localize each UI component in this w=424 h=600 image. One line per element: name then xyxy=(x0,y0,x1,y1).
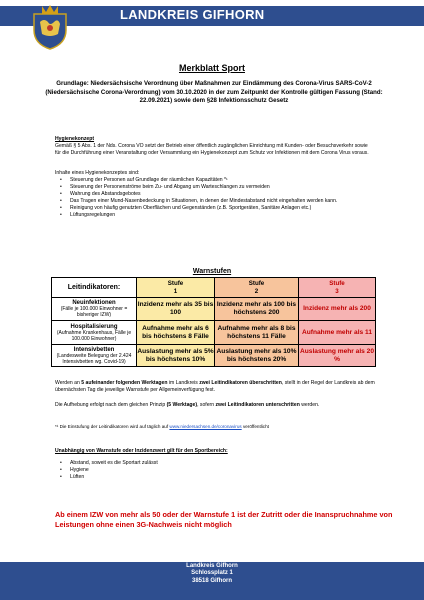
footnote xyxy=(55,423,375,430)
row-subtitle: (Fälle je 100.000 Einwohner = bisheriger IZW) xyxy=(60,306,128,318)
text-bold: zwei Leitindikatoren überschritten xyxy=(199,380,282,386)
unabhaengig-list xyxy=(55,460,375,481)
text-span: , sofern xyxy=(197,402,216,408)
leitindikatoren-header: Leitindikatoren: xyxy=(52,278,137,298)
aufhebung-paragraph xyxy=(55,402,375,409)
footer-line: Schlossplatz 1 xyxy=(191,570,233,577)
list-item: • Lüften xyxy=(70,474,375,481)
hygiene-section xyxy=(55,136,375,157)
table-row xyxy=(52,321,376,345)
text-span: im Landkreis xyxy=(167,380,200,386)
cell-hospitalisierung-stufe-2: Aufnahme mehr als 8 bis höchstens 11 Fälle xyxy=(215,321,299,345)
header xyxy=(0,0,424,52)
cell-hospitalisierung-stufe-1: Aufnahme mehr als 6 bis höchstens 8 Fälle xyxy=(137,321,215,345)
stufe-label: Stufe xyxy=(167,280,184,288)
warnstufen-table xyxy=(51,277,376,367)
table-row xyxy=(52,298,376,321)
stufe-3-header xyxy=(299,278,376,298)
legal-basis: Grundlage: Niedersächsische Verordnung über Maßnahmen zur Eindämmung des Corona-Virus SARS-CoV-2 (Niedersächsische Corona-Verordnung) vom 30.10.2020 in der zum Zeitpunkt der Kontrolle gültigen Fassung (Stand: 22.09.2021) sowie dem §28 Infektionsschutz Gesetz xyxy=(45,80,383,105)
cell-intensivbetten-stufe-3: Auslastung mehr als 20 % xyxy=(299,345,376,367)
stufe-number: 2 xyxy=(254,287,259,295)
list-item: • Abstand, soweit es die Sportart zulässt xyxy=(70,460,375,467)
coat-of-arms-icon xyxy=(30,4,70,50)
row-subtitle: (Landesweite Belegung der 2.424 Intensivbetten wg. Covid-19) xyxy=(56,352,132,365)
unabhaengig-heading: Unabhängig von Warnstufe oder Inzidenzwert gilt für den Sportbereich: xyxy=(55,448,228,454)
hygiene-text: Gemäß § 5 Abs. 1 der Nds. Corona VO setzt der Betrieb einer öffentlich zugänglichen Einrichtung mit Kunden- oder Besuchsverkehr sowie für die Durchführung einer Veranstaltung oder Versammlung ein Hygienekonzept zum Schutz vor Infektionen mit dem Corona Virus voraus. xyxy=(55,143,369,156)
cell-intensivbetten-stufe-1: Auslastung mehr als 5% bis höchstens 10% xyxy=(137,345,215,367)
stufe-2-header xyxy=(215,278,299,298)
list-item: • Steuerung der Personenströme beim Zu- und Abgang um Warteschlangen zu vermeiden xyxy=(70,184,375,191)
cell-neuinfektionen-stufe-3: Inzidenz mehr als 200 xyxy=(299,298,376,321)
row-title: Intensivbetten xyxy=(73,346,115,353)
row-subtitle: (Aufnahme Krankenhaus, Fälle je 100.000 Einwohner) xyxy=(56,329,132,342)
list-item: • Steuerung der Personen auf Grundlage der räumlichen Kapazitäten *¹ xyxy=(70,177,375,184)
cell-neuinfektionen-stufe-1: Inzidenz mehr als 35 bis 100 xyxy=(137,298,215,321)
footer-line: 38518 Gifhorn xyxy=(191,577,232,584)
row-title: Neuinfektionen xyxy=(72,300,116,306)
cell-neuinfektionen-stufe-2: Inzidenz mehr als 100 bis höchstens 200 xyxy=(215,298,299,321)
cell-intensivbetten-stufe-2: Auslastung mehr als 10% bis höchstens 20% xyxy=(215,345,299,367)
3g-notice: Ab einem IZW von mehr als 50 oder der Warnstufe 1 ist der Zutritt oder die Inanspruchnahme von Leistungen ohne einen 3G-Nachweis nicht möglich xyxy=(55,510,393,529)
stufe-number: 1 xyxy=(173,287,178,295)
hygiene-heading: Hygienekonzept xyxy=(55,136,95,142)
text-bold: zwei Leitindikatoren unterschritten xyxy=(215,402,300,408)
text-span: , stellt in der Regel der Landkreis ab dem übernächsten Tag die jeweilige Warnstufe per Allgemeinverfügung fest. xyxy=(55,380,375,393)
warnstufen-title: Warnstufen xyxy=(192,268,232,275)
text-span: Die Aufhebung erfolgt nach dem gleichen Prinzip xyxy=(55,402,167,408)
text-bold: (5 Werktage) xyxy=(166,402,198,408)
list-item: • Hygiene xyxy=(70,467,375,474)
cell-hospitalisierung-stufe-3: Aufnahme mehr als 11 xyxy=(299,321,376,345)
table-header-row xyxy=(52,278,376,298)
list-item: • Lüftungsregelungen xyxy=(70,212,375,219)
row-label-hospitalisierung xyxy=(52,321,137,345)
warnstufe-rule-paragraph xyxy=(55,380,375,394)
list-item: • Das Tragen einer Mund-Nasenbedeckung in Situationen, in denen der Mindestabstand nicht eingehalten werden kann. xyxy=(70,198,375,205)
unabhaengig-section xyxy=(55,448,375,481)
list-item: • Reinigung von häufig genutzten Oberflächen und Gegenständen (z.B. Sportgeräten, Sanitäre Anlagen etc.) xyxy=(70,205,375,212)
table-row xyxy=(52,345,376,367)
stufe-label: Stufe xyxy=(329,280,345,288)
header-title: LANDKREIS GIFHORN xyxy=(120,7,265,22)
niedersachsen-link[interactable]: www.niedersachsen.de/coronavirus xyxy=(169,424,242,429)
row-title: Hospitalisierung xyxy=(70,323,118,330)
text-span: *¹ Die Einstufung der Leitindikatoren wird auf täglich auf xyxy=(55,424,170,429)
footer-address xyxy=(0,563,424,585)
stufe-label: Stufe xyxy=(248,280,265,288)
text-bold: 5 aufeinander folgenden Werktagen xyxy=(81,380,168,386)
footer-line: Landkreis Gifhorn xyxy=(186,563,238,569)
row-label-intensivbetten xyxy=(52,345,137,367)
text-span: werden. xyxy=(299,402,320,408)
stufe-number: 3 xyxy=(335,287,339,295)
list-item: • Wahrung des Abstandsgebotes xyxy=(70,191,375,198)
text-span: veröffentlicht xyxy=(241,424,269,429)
text-span: Werden an xyxy=(55,380,82,386)
page-title: Merkblatt Sport xyxy=(178,63,245,73)
row-label-neuinfektionen xyxy=(52,298,137,321)
hygiene-list xyxy=(55,177,375,218)
hygiene-contents xyxy=(55,170,375,218)
stufe-1-header xyxy=(137,278,215,298)
hygiene-intro: Inhalte eines Hygienekonzeptes sind: xyxy=(55,170,140,176)
